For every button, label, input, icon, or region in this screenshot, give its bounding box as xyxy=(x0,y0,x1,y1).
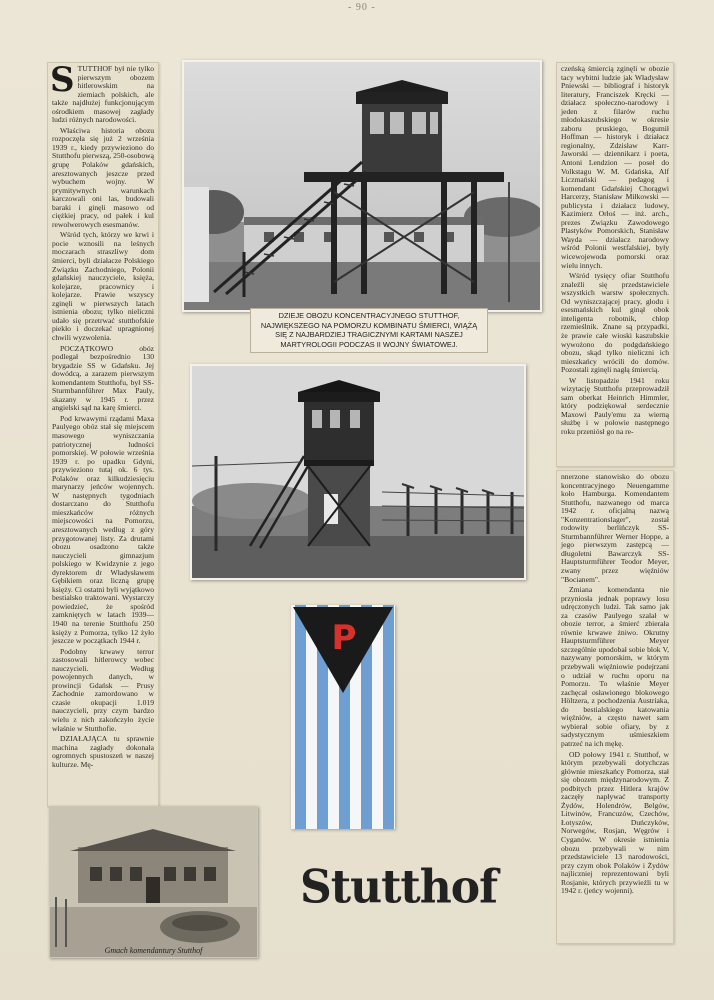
building-photo-caption: Gmach komendantury Stutthof xyxy=(104,946,203,955)
article-paragraph: Właściwa historia obozu rozpoczęła się już 2 września 1939 r., kiedy przywieziono do Stutthofu pierwszą, 250-osobową grupę Polaków gdańskich, aresztowanych jeszcze przed wybuchem wojny. W prymitywnych warunkach karczowali oni las, budowali baraki i ginęli masowo od ciężkiej pracy, od pałek i kul rewolwerowych esesmanów. xyxy=(52,125,154,229)
article-paragraph: OD połowy 1941 r. Stutthof, w którym przebywali dotychczas głównie mieszkańcy Pomorza, stał się obozem międzynarodowym. Z podbitych przez Hitlera krajów zaczęły napływać transporty Żydów, Holendrów, Belgów, Litwinów, Francuzów, Czechów, Łotyszów, Duńczyków, Norwegów, Rosjan, Węgrów i Cyganów. W okresie istnienia obozu przebywali w nim przedstawiciele 13 narodowości, przy czym obok Polaków i Żydów najliczniej reprezentowani byli Rosjanie, których przywieźli tu w 1942 r. (jeńcy wojenni). xyxy=(561,749,669,896)
page-number: - 90 - xyxy=(348,2,376,13)
article-paragraph: Podobny krwawy terror zastosowali hitlerowcy wobec nauczycieli. Według powojennych danych, w prowincji Gdańsk — Prusy Zachodnie zamordowano w czasie okupacji 1.019 nauczycieli, przy czym bardzo wielu z nich zakończyło życie właśnie w Stutthofie. xyxy=(52,646,154,733)
watchtower-photo-1 xyxy=(182,60,542,312)
handwritten-title: Stutthof xyxy=(300,860,498,915)
article-paragraph: TUTTHOF był nie tylko pierwszym obozem hitlerowskim na ziemiach polskich, ale także najdłużej funkcjonującym ośrodkiem masowej zagłady ludzi różnych narodowości. xyxy=(52,64,154,125)
prisoner-badge xyxy=(291,605,395,829)
article-paragraph: Pod krwawymi rządami Maxa Paulyego obóz stał się miejscem masowego wyniszczania patriotycznej ludności pomorskiej. W połowie września 1939 r. po upadku Gdyni, przywieziono tutaj ok. 6 tys. Polaków oraz kilkudziesięciu marynarzy jeńców wojennych. W następnych tygodniach dostarczano do Stutthofu mieszkańców różnych miejscowości na Pomorzu, aresztowanych według z góry przygotowanej listy. Za drutami obozu osadzono także nauczycieli gimnazjum polskiego w Kwidzynie z jego dyrektorem dr Władysławem Gębikiem oraz liczną grupę księży. Ci ostatni byli wyjątkowo bestialsko traktowani. Wystarczy powiedzieć, że spośród zamkniętych w latach 1939—1940 na terenie Stutthofu 250 księży z Pomorza, tylko 12 żyło jeszcze w początkach 1944 r. xyxy=(52,413,154,646)
left-article-column xyxy=(47,62,159,807)
article-paragraph: DZIAŁAJĄCA tu sprawnie machina zagłady dokonała ogromnych spustoszeń w naszej kulturze. Mę- xyxy=(52,734,154,769)
article-paragraph: Wśród tysięcy ofiar Stutthofu znaleźli się przedstawiciele wszystkich warstw społecznych. Od wyniszczającej pracy, głodu i esesmańskich kul ginął obok inteligenta robotnik, chłop rzemieślnik. Znane są przypadki, że prawie całe wioski kaszubskie wywożono do podgdańskiego obozu, skąd tylko nieliczni ich mieszkańcy wrócili do domów. Pozostali zginęli nagłą śmiercią. xyxy=(561,271,669,375)
article-paragraph: nnerzone stanowisko do obozu koncentracyjnego Neuengamme koło Hamburga. Komendantem Stutthofu, nazwanego od marca 1942 r. oficjalną nazwą "Konzentrationslager", został rodowity berlińczyk SS-Sturmbannführer Werner Hoppe, a jego pierwszym zastępcą — długoletni Bawarczyk SS-Hauptsturmführer Teodor Meyer, zwany przez więźniów "Bocianem". xyxy=(561,472,669,584)
right-article-column-bottom xyxy=(556,470,674,944)
watchtower-photo-2 xyxy=(190,364,526,580)
article-paragraph: Wśród tych, którzy we krwi i pocie wznosili na leśnych moczarach straszliwy dom śmierci, byli działacze Polskiego Związku Zachodniego, Polonii gdańskiej nauczyciele, księża, kolejarze, pracownicy i kolejarze. Prawie wszyscy zginęli w pierwszych latach istnienia obozu; tylko nieliczni udało się przetrwać stutthofskie piekło i doczekać upragnionej chwili wyzwolenia. xyxy=(52,230,154,342)
article-paragraph: W listopadzie 1941 roku wizytację Stutthofu przeprowadził sam oberkat Heinrich Himmler, który podziękował serdecznie Maxowi Pauly'emu za wierną służbę i w połowie następnego roku przeniósł go na re- xyxy=(561,375,669,436)
commandant-building-photo xyxy=(49,806,258,958)
badge-letter: P xyxy=(331,618,357,658)
article-paragraph: Zmiana komendanta nie przyniosła jednak poprawy losu udręczonych ludzi. Tak samo jak za czasów Paulyego szalał w obozie terror, a śmierć zbierała równie krwawe żniwo. Okrutny Hauptsturmführer Meyer szczególnie upodobał sobie blok V, nazywany pomorskim, w którym przebywali więźniowie podejrzani o udział w ruchu oporu na Pomorzu. To właśnie Meyer zachęcał osławionego blokowego Höltzera, z pochodzenia Austriaka, do bestialskiego katowania więźniów, a często nawet sam wybierał sobie ofiary, by z sadystycznym uśmieszkiem patrzeć na ich mękę. xyxy=(561,585,669,748)
article-paragraph: czeńską śmiercią zginęli w obozie tacy wybitni ludzie jak Władysław Pniewski — bibliograf i historyk literatury, Franciszek Kręcki — działacz społeczno-narodowy i jeden z filarów ruchu młodokaszubskiego w okresie zaboru pruskiego, Bogumił Hoffman — historyk i działacz regionalny, Zdzisław Karr-Jaworski — dziennikarz i poeta, Antoni Lendzion — poseł do Volkstagu W. M. Gdańska, Alf Liczmański — pedagog i komendant Gdańskiej Chorągwi Harcerzy, Stanisław Miłkowski — publicysta i działacz ludowy, Kazimierz Orłoś — inż. arch., prezes Związku Zawodowego Plastyków Pomorskich, Stanisław Wayda — działacz narodowy wśród Polonii westfalskiej, były wicewojewoda pomorski oraz wielu innych. xyxy=(561,64,669,270)
photo-caption: DZIEJE OBOZU KONCENTRACYJNEGO STUTTHOF, NAJWIĘKSZEGO NA POMORZU KOMBINATU ŚMIERCI, WIĄŻĄ SIĘ Z NAJBARDZIEJ TRAGICZNYMI KARTAMI NASZEJ MARTYROLOGII PODCZAS II WOJNY ŚWIATOWEJ. xyxy=(250,308,488,353)
right-article-column-top xyxy=(556,62,674,467)
article-paragraph: POCZĄTKOWO obóz podlegał bezpośrednio 130 brygadzie SS w Gdańsku. Jej dowódcą, a zarazem pierwszym komendantem Stutthofu, był SS-Sturmbannführer Max Pauly, skazany w 1945 r. przez angielski sąd na karę śmierci. xyxy=(52,343,154,413)
dropcap-letter: S xyxy=(50,62,75,100)
